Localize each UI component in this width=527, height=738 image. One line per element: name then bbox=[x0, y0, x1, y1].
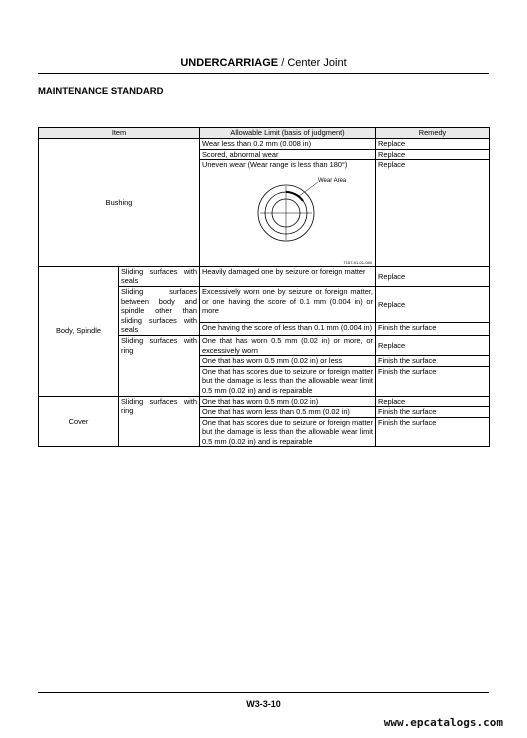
part-sliding-surfaces-seals: Sliding surfaces with seals bbox=[119, 266, 200, 286]
page-header bbox=[0, 57, 527, 69]
item-body-spindle: Body, Spindle bbox=[39, 266, 119, 396]
part-cover-sliding-surfaces-ring: Sliding surfaces with ring bbox=[119, 396, 200, 447]
limit-cell: One that has worn 0.5 mm (0.02 in) bbox=[200, 396, 376, 407]
bushing-diagram-svg bbox=[202, 170, 374, 266]
column-header-remedy: Remedy bbox=[376, 128, 490, 139]
watermark: www.epcatalogs.com bbox=[383, 716, 503, 729]
remedy-cell: Replace bbox=[376, 396, 490, 407]
remedy-cell: Finish the surface bbox=[376, 323, 490, 336]
remedy-cell: Replace bbox=[376, 286, 490, 322]
remedy-cell: Replace bbox=[376, 139, 490, 150]
remedy-cell: Replace bbox=[376, 266, 490, 286]
part-sliding-surfaces-ring: Sliding surfaces with ring bbox=[119, 335, 200, 396]
limit-text: Uneven wear (Wear range is less than 180°) bbox=[202, 160, 348, 170]
remedy-cell: Finish the surface bbox=[376, 356, 490, 367]
page-number: W3-3-10 bbox=[246, 699, 281, 709]
column-header-item: Item bbox=[39, 128, 200, 139]
limit-cell: Wear less than 0.2 mm (0.008 in) bbox=[200, 139, 376, 150]
remedy-cell: Replace bbox=[376, 149, 490, 160]
remedy-cell: Finish the surface bbox=[376, 407, 490, 418]
table-header-row bbox=[39, 128, 490, 139]
limit-cell: Excessively worn one by seizure or foreign matter, or one having the score of 0.1 mm (0.004 in) or more bbox=[200, 286, 376, 322]
header-subsection: / Center Joint bbox=[281, 57, 347, 69]
section-title: MAINTENANCE STANDARD bbox=[38, 86, 164, 97]
column-header-limit: Allowable Limit (basis of judgment) bbox=[200, 128, 376, 139]
bushing-drawing bbox=[258, 182, 318, 241]
header-divider bbox=[38, 73, 489, 74]
footer-divider bbox=[38, 692, 489, 693]
remedy-cell: Finish the surface bbox=[376, 366, 490, 396]
table-row bbox=[39, 266, 490, 286]
wear-area-label: Wear Area bbox=[318, 177, 347, 184]
table-row bbox=[39, 396, 490, 407]
header-section: UNDERCARRIAGE bbox=[180, 57, 279, 69]
part-sliding-surfaces-body-spindle: Sliding surfaces between body and spindle other than sliding surfaces with seals bbox=[119, 286, 200, 335]
limit-cell: One that has worn less than 0.5 mm (0.02 in) bbox=[200, 407, 376, 418]
limit-cell: One that has worn 0.5 mm (0.02 in) or less bbox=[200, 356, 376, 367]
remedy-cell: Replace bbox=[376, 160, 490, 267]
table-row bbox=[39, 139, 490, 150]
limit-cell: One that has worn 0.5 mm (0.02 in) or more, or excessively worn bbox=[200, 335, 376, 355]
bushing-wear-diagram bbox=[202, 170, 373, 266]
limit-cell: Heavily damaged one by seizure or foreign matter bbox=[200, 266, 376, 286]
limit-cell: One that has scores due to seizure or foreign matter but the damage is less than the allowable wear limit 0.5 mm (0.02 in) and is repairable bbox=[200, 417, 376, 447]
limit-cell: Scored, abnormal wear bbox=[200, 149, 376, 160]
remedy-cell: Finish the surface bbox=[376, 417, 490, 447]
figure-code: T157-01-01-040 bbox=[343, 259, 372, 265]
limit-cell: One having the score of less than 0.1 mm (0.004 in) bbox=[200, 323, 376, 336]
maintenance-standard-table bbox=[38, 127, 490, 447]
limit-cell-with-diagram bbox=[200, 160, 376, 267]
item-bushing: Bushing bbox=[39, 139, 200, 267]
limit-cell: One that has scores due to seizure or foreign matter but the damage is less than the allowable wear limit 0.5 mm (0.02 in) and is repairable bbox=[200, 366, 376, 396]
remedy-cell: Replace bbox=[376, 335, 490, 355]
item-cover: Cover bbox=[39, 396, 119, 447]
